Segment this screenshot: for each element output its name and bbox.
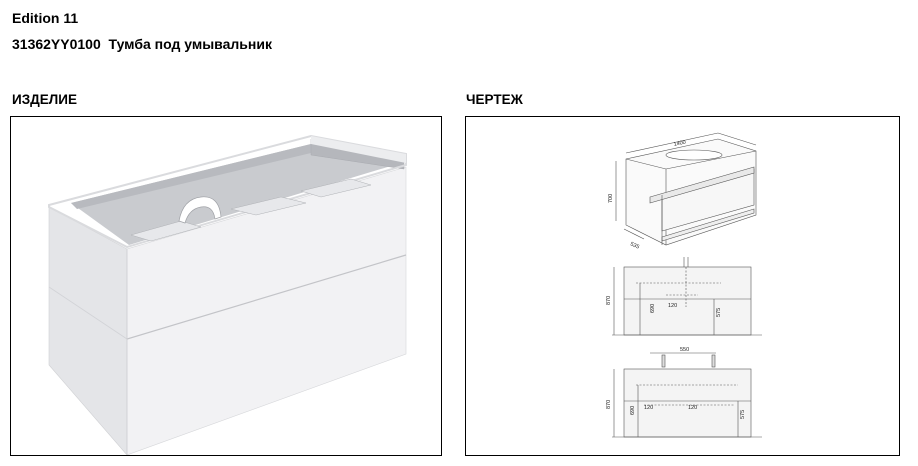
second-front-view [612, 353, 762, 437]
product-title [12, 36, 272, 52]
vanity-unit-render [11, 117, 441, 455]
front-view [612, 257, 762, 335]
dim-bottom-offset-right: 120 [688, 405, 698, 411]
dim-height: 700 [608, 193, 614, 203]
isometric-view [616, 133, 756, 245]
dim-bottom-height: 690 [630, 405, 636, 415]
product-section-heading: ИЗДЕЛИЕ [12, 92, 77, 107]
dim-depth: 535 [629, 241, 641, 251]
dim-width: 1400 [673, 139, 687, 148]
dim-bottom-bottom: 575 [740, 409, 746, 419]
dim-front-total: 870 [606, 295, 612, 305]
drawing-section-heading: ЧЕРТЕЖ [466, 92, 523, 107]
dim-front-offset: 120 [668, 303, 678, 309]
dim-top-spacing: 550 [680, 347, 690, 353]
dim-front-bottom: 575 [716, 307, 722, 317]
technical-drawing-frame [465, 116, 900, 456]
article-number: 31362YY0100 [12, 36, 101, 52]
technical-drawing [466, 117, 899, 455]
product-image-frame [10, 116, 442, 456]
product-name: Тумба под умывальник [108, 36, 272, 52]
edition-label: Edition 11 [12, 10, 79, 26]
dim-bottom-offset-left: 120 [644, 405, 654, 411]
dim-front-height: 690 [650, 303, 656, 313]
dim-bottom-total: 870 [606, 399, 612, 409]
